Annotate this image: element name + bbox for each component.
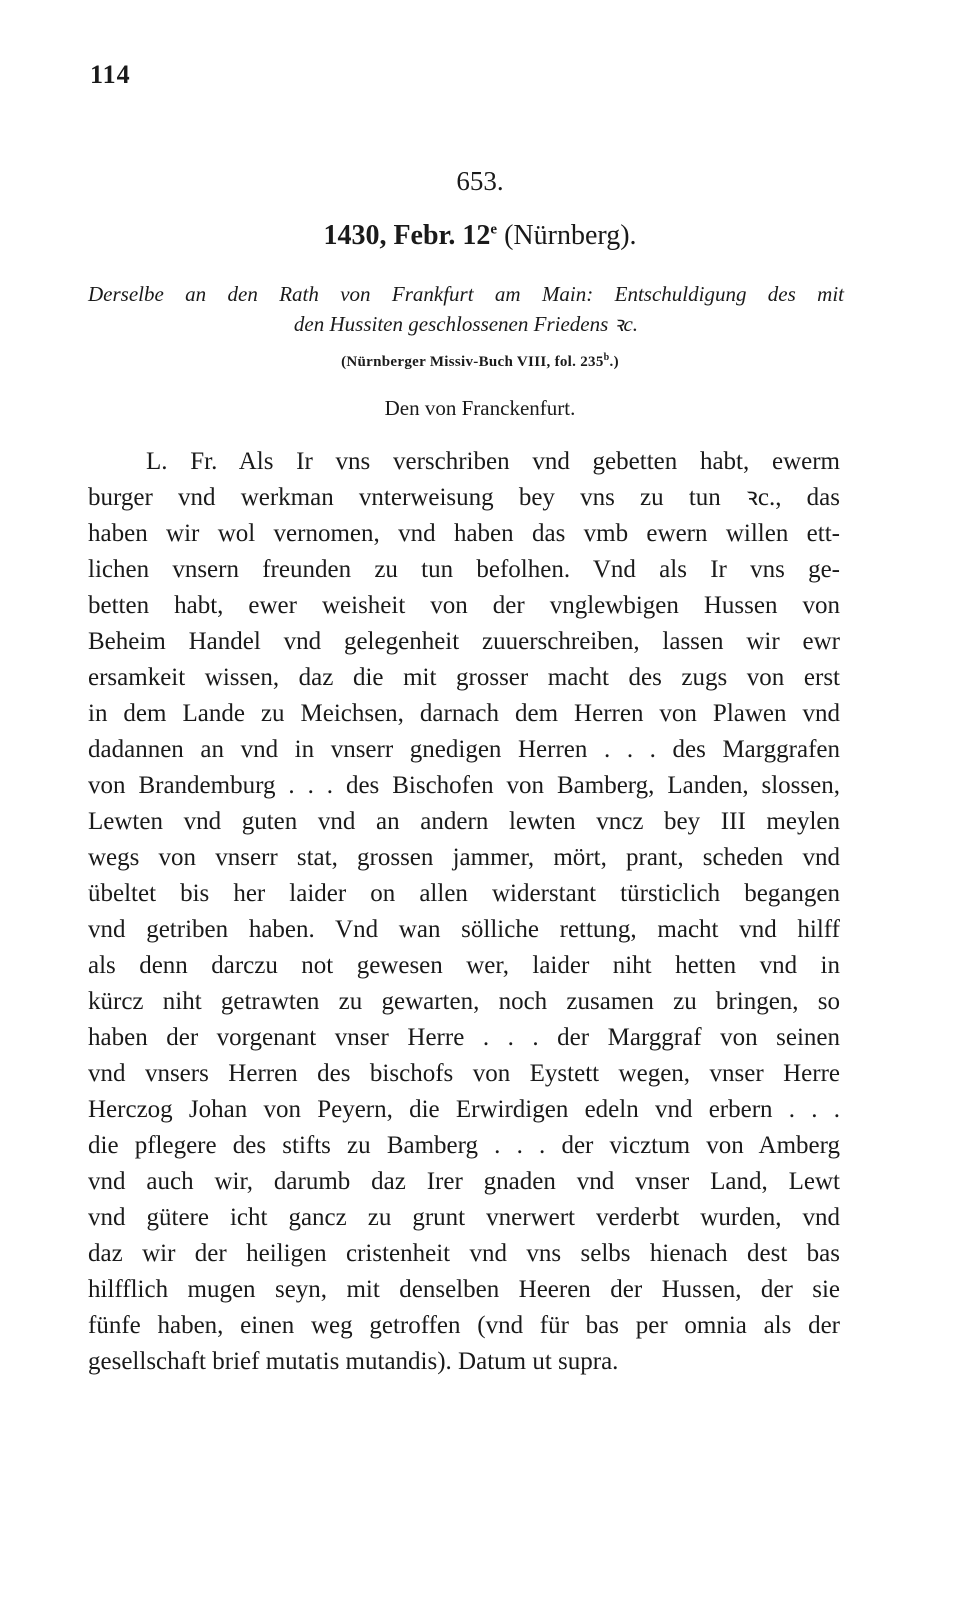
- body-line: wegs von vnserr stat, grossen jammer, mört, prant, scheden vnd: [88, 844, 840, 871]
- body-line: die pflegere des stifts zu Bamberg . . . der vicztum von Amberg: [88, 1132, 840, 1159]
- body-line: lichen vnsern freunden zu tun befolhen. Vnd als Ir vns ge-: [88, 556, 840, 583]
- date-main: 1430, Febr. 12: [323, 220, 491, 251]
- source-reference: [0, 352, 960, 371]
- body-line: fünfe haben, einen weg getroffen (vnd für bas per omnia als der: [88, 1312, 840, 1339]
- page-number: 114: [90, 60, 131, 89]
- source-superscript: b: [603, 352, 610, 363]
- body-line: kürcz niht getrawten zu gewarten, noch zusamen zu bringen, so: [88, 988, 840, 1015]
- body-line: Beheim Handel vnd gelegenheit zuuerschreiben, lassen wir ewr: [88, 628, 840, 655]
- date-place: (Nürnberg).: [504, 220, 637, 251]
- salutation: Den von Franckenfurt.: [384, 396, 576, 420]
- body-line: burger vnd werkman vnterweisung bey vns zu tun ꝛc., das: [88, 484, 840, 511]
- body-line: als denn darczu not gewesen wer, laider niht hetten vnd in: [88, 952, 840, 979]
- body-line: in dem Lande zu Meichsen, darnach dem Herren von Plawen vnd: [88, 700, 840, 727]
- date-superscript: e: [490, 221, 498, 238]
- body-line: übeltet bis her laider on allen widerstant türsticlich begangen: [88, 880, 840, 907]
- body-line: vnd gütere icht gancz zu grunt vnerwert verderbt wurden, vnd: [88, 1204, 840, 1231]
- body-line: vnd auch wir, darumb daz Irer gnaden vnd vnser Land, Lewt: [88, 1168, 840, 1195]
- summary-line-2: den Hussiten geschlossenen Friedens ꝛc.: [293, 312, 639, 336]
- source-close: .): [609, 354, 619, 370]
- body-line: ersamkeit wissen, daz die mit grosser macht des zugs von erst: [88, 664, 840, 691]
- summary-line-1: Derselbe an den Rath von Frankfurt am Main: Entschuldigung des mit: [88, 282, 844, 306]
- body-line: haben der vorgenant vnser Herre . . . der Marggraf von seinen: [88, 1024, 840, 1051]
- letter-body: [88, 444, 840, 1380]
- body-line: gesellschaft brief mutatis mutandis). Datum ut supra.: [88, 1348, 619, 1375]
- body-line: Lewten vnd guten vnd an andern lewten vncz bey III meylen: [88, 808, 840, 835]
- source-text: (Nürnberger Missiv-Buch VIII, fol. 235: [341, 354, 604, 370]
- body-line: haben wir wol vernomen, vnd haben das vmb ewern willen ett-: [88, 520, 840, 547]
- body-line: vnd getriben haben. Vnd wan sölliche rettung, macht vnd hilff: [88, 916, 840, 943]
- document-number: 653.: [456, 166, 504, 196]
- body-line: dadannen an vnd in vnserr gnedigen Herren . . . des Marggrafen: [88, 736, 840, 763]
- body-line: hilfflich mugen seyn, mit denselben Heeren der Hussen, der sie: [88, 1276, 840, 1303]
- document-summary: [88, 279, 844, 339]
- body-line: daz wir der heiligen cristenheit vnd vns selbs hienach dest bas: [88, 1240, 840, 1267]
- body-line: L. Fr. Als Ir vns verschriben vnd gebetten habt, ewerm: [146, 448, 840, 475]
- body-line: vnd vnsers Herren des bischofs von Eystett wegen, vnser Herre: [88, 1060, 840, 1087]
- body-line: Herczog Johan von Peyern, die Erwirdigen edeln vnd erbern . . .: [88, 1096, 840, 1123]
- date-line: [0, 220, 960, 252]
- body-line: betten habt, ewer weisheit von der vnglewbigen Hussen von: [88, 592, 840, 619]
- body-line: von Brandemburg . . . des Bischofen von Bamberg, Landen, slossen,: [88, 772, 840, 799]
